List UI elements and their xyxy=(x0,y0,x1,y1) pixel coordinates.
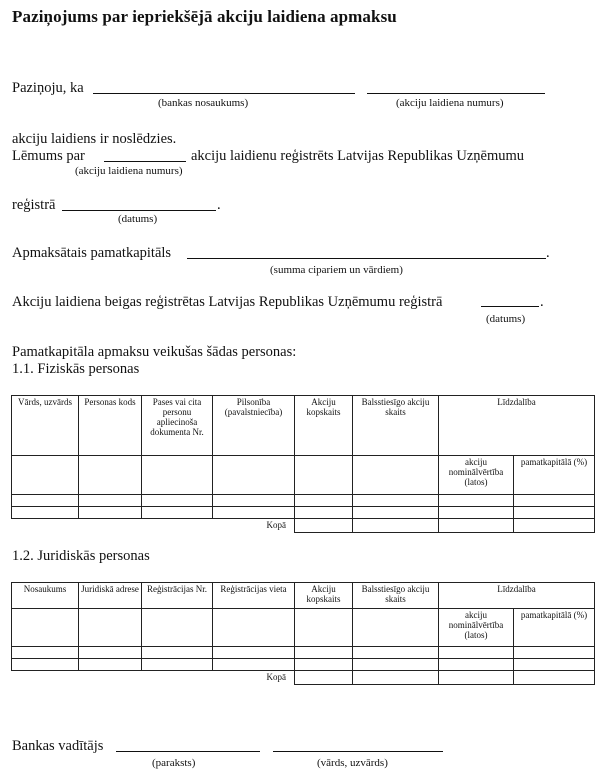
table-cell[interactable] xyxy=(514,495,595,507)
total-nominal-cell[interactable] xyxy=(439,671,514,685)
table-cell[interactable] xyxy=(439,647,514,659)
table-cell[interactable] xyxy=(213,609,295,647)
persons-heading: Pamatkapitāla apmaksu veikušas šādas personas: xyxy=(12,344,297,360)
table-cell[interactable] xyxy=(12,647,79,659)
table-cell[interactable] xyxy=(142,456,213,495)
decision-caption: (akciju laidiena numurs) xyxy=(75,165,183,177)
table-cell[interactable] xyxy=(12,507,79,519)
table-cell[interactable] xyxy=(12,456,79,495)
table-cell[interactable] xyxy=(213,495,295,507)
subheader-nominal-value: akciju nominālvērtība (latos) xyxy=(439,609,514,647)
table-cell[interactable] xyxy=(12,495,79,507)
table-cell[interactable] xyxy=(295,495,353,507)
header-legal-address: Juridiskā adrese xyxy=(79,583,142,609)
register-end: . xyxy=(217,197,221,213)
total-voting-cell[interactable] xyxy=(353,671,439,685)
total-row xyxy=(12,519,595,533)
header-citizenship: Pilsonība (pavalstniecība) xyxy=(213,396,295,456)
subheader-nominal-value: akciju nominālvērtība (latos) xyxy=(439,456,514,495)
page-title: Paziņojums par iepriekšējā akciju laidiena apmaksu xyxy=(12,7,397,26)
full-name-caption: (vārds, uzvārds) xyxy=(317,757,388,769)
bank-caption: (bankas nosaukums) xyxy=(158,97,249,109)
table-row xyxy=(12,507,595,519)
table-cell[interactable] xyxy=(213,647,295,659)
capital-label: Apmaksātais pamatkapitāls xyxy=(12,245,172,261)
table-row xyxy=(12,647,595,659)
total-shares-cell[interactable] xyxy=(295,519,353,533)
table-cell[interactable] xyxy=(142,507,213,519)
header-total-shares: Akciju kopskaits xyxy=(295,583,353,609)
notice-prefix: Paziņoju, ka xyxy=(12,80,84,96)
table-cell[interactable] xyxy=(79,456,142,495)
header-voting-shares: Balsstiesīgo akciju skaits xyxy=(353,583,439,609)
full-name-field[interactable] xyxy=(273,751,443,752)
table-cell[interactable] xyxy=(142,609,213,647)
table-cell[interactable] xyxy=(142,647,213,659)
header-name: Vārds, uzvārds xyxy=(12,396,79,456)
subheader-capital-percent: pamatkapitālā (%) xyxy=(514,456,595,495)
table-cell[interactable] xyxy=(295,659,353,671)
issue-end-date-field[interactable] xyxy=(481,306,539,307)
total-label: Kopā xyxy=(12,519,295,533)
table-cell[interactable] xyxy=(439,659,514,671)
table-cell[interactable] xyxy=(213,507,295,519)
table-cell[interactable] xyxy=(353,609,439,647)
completed-text: akciju laidiens ir noslēdzies. xyxy=(12,131,177,147)
natural-persons-heading: 1.1. Fiziskās personas xyxy=(12,361,140,377)
register-word: reģistrā xyxy=(12,197,56,213)
bank-head-label: Bankas vadītājs xyxy=(12,738,104,754)
total-percent-cell[interactable] xyxy=(514,671,595,685)
decision-issue-number-field[interactable] xyxy=(104,161,186,162)
table-cell[interactable] xyxy=(514,659,595,671)
table-row xyxy=(12,659,595,671)
table-cell[interactable] xyxy=(142,495,213,507)
table-cell[interactable] xyxy=(12,609,79,647)
table-cell[interactable] xyxy=(79,495,142,507)
subheader-capital-percent: pamatkapitālā (%) xyxy=(514,609,595,647)
total-row xyxy=(12,671,595,685)
issue-end-end: . xyxy=(540,294,544,310)
issue-end-caption: (datums) xyxy=(486,313,526,325)
table-cell[interactable] xyxy=(12,659,79,671)
header-personal-code: Personas kods xyxy=(79,396,142,456)
natural-persons-table xyxy=(11,395,595,533)
table-cell[interactable] xyxy=(79,659,142,671)
signature-field[interactable] xyxy=(116,751,260,752)
table-cell[interactable] xyxy=(295,456,353,495)
header-passport-number: Pases vai cita personu apliecinoša dokumenta Nr. xyxy=(142,396,213,456)
table-cell[interactable] xyxy=(213,659,295,671)
table-cell[interactable] xyxy=(213,456,295,495)
table-cell[interactable] xyxy=(353,507,439,519)
header-voting-shares: Balsstiesīgo akciju skaits xyxy=(353,396,439,456)
header-total-shares: Akciju kopskaits xyxy=(295,396,353,456)
table-cell[interactable] xyxy=(514,647,595,659)
table-cell[interactable] xyxy=(439,495,514,507)
header-registration-place: Reģistrācijas vieta xyxy=(213,583,295,609)
table-cell[interactable] xyxy=(439,507,514,519)
table-cell[interactable] xyxy=(79,609,142,647)
total-nominal-cell[interactable] xyxy=(439,519,514,533)
table-cell[interactable] xyxy=(353,456,439,495)
total-shares-cell[interactable] xyxy=(295,671,353,685)
capital-caption: (summa cipariem un vārdiem) xyxy=(270,264,403,276)
table-cell[interactable] xyxy=(295,507,353,519)
bank-name-field[interactable] xyxy=(93,93,355,94)
issue-number-field[interactable] xyxy=(367,93,545,94)
table-cell[interactable] xyxy=(514,507,595,519)
capital-amount-field[interactable] xyxy=(187,258,546,259)
table-cell[interactable] xyxy=(79,647,142,659)
table-cell[interactable] xyxy=(79,507,142,519)
table-cell[interactable] xyxy=(353,495,439,507)
register-date-caption: (datums) xyxy=(118,213,158,225)
total-label: Kopā xyxy=(12,671,295,685)
table-cell[interactable] xyxy=(295,647,353,659)
table-cell[interactable] xyxy=(353,647,439,659)
total-percent-cell[interactable] xyxy=(514,519,595,533)
table-cell[interactable] xyxy=(142,659,213,671)
decision-text: akciju laidienu reģistrēts Latvijas Republikas Uzņēmumu xyxy=(191,148,525,164)
table-row xyxy=(12,495,595,507)
header-entity-name: Nosaukums xyxy=(12,583,79,609)
table-cell[interactable] xyxy=(295,609,353,647)
header-participation: Līdzdalība xyxy=(439,583,595,609)
table-cell[interactable] xyxy=(353,659,439,671)
total-voting-cell[interactable] xyxy=(353,519,439,533)
legal-persons-heading: 1.2. Juridiskās personas xyxy=(12,548,150,564)
issue-caption: (akciju laidiena numurs) xyxy=(396,97,504,109)
decision-prefix: Lēmums par xyxy=(12,148,85,164)
header-registration-number: Reģistrācijas Nr. xyxy=(142,583,213,609)
register-date-field[interactable] xyxy=(62,210,216,211)
capital-end: . xyxy=(546,245,550,261)
issue-end-text: Akciju laidiena beigas reģistrētas Latvijas Republikas Uzņēmumu reģistrā xyxy=(12,294,443,310)
signature-caption: (paraksts) xyxy=(152,757,196,769)
legal-persons-table xyxy=(11,582,595,685)
header-participation: Līdzdalība xyxy=(439,396,595,456)
